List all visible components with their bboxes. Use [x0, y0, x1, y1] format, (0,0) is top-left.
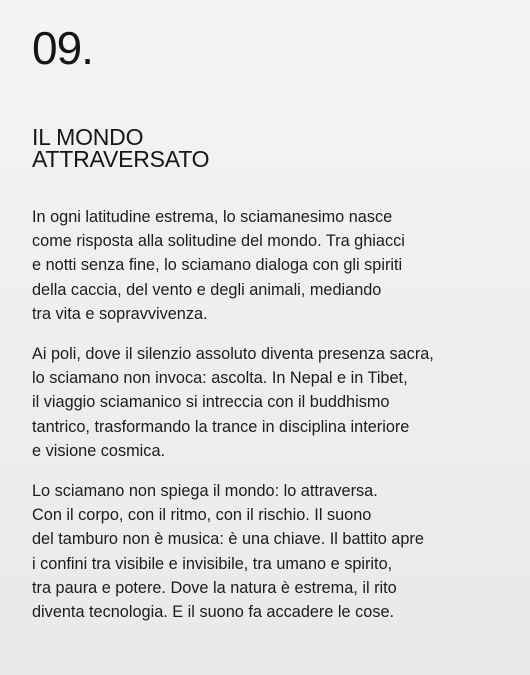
text-line: tantrico, trasformando la trance in disciplina interiore [32, 417, 410, 436]
text-line: diventa tecnologia. E il suono fa accadere le cose. [32, 603, 395, 622]
paragraph-2 [32, 342, 512, 463]
paragraph-3 [32, 479, 512, 624]
text-line: Ai poli, dove il silenzio assoluto diventa presenza sacra, [32, 345, 434, 364]
text-line: i confini tra visibile e invisibile, tra umano e spirito, [32, 554, 393, 573]
title-line: IL MONDO [32, 124, 144, 150]
text-line: tra paura e potere. Dove la natura è estrema, il rito [32, 578, 397, 597]
title-line: ATTRAVERSATO [32, 146, 210, 172]
body-text [32, 205, 512, 640]
text-line: come risposta alla solitudine del mondo. Tra ghiacci [32, 232, 405, 251]
text-line: tra vita e sopravvivenza. [32, 304, 208, 323]
text-line: il viaggio sciamanico si intreccia con il buddhismo [32, 393, 390, 412]
text-line: In ogni latitudine estrema, lo sciamanesimo nasce [32, 208, 393, 226]
section-title [32, 126, 209, 170]
text-line: lo sciamano non invoca: ascolta. In Nepal e in Tibet, [32, 369, 408, 388]
text-line: del tamburo non è musica: è una chiave. Il battito apre [32, 530, 424, 549]
text-line: Con il corpo, con il ritmo, con il rischio. Il suono [32, 506, 372, 525]
paragraph-1 [32, 205, 512, 326]
section-number: 09. [32, 22, 93, 74]
text-line: e visione cosmica. [32, 441, 166, 460]
text-line: Lo sciamano non spiega il mondo: lo attraversa. [32, 482, 378, 501]
text-line: della caccia, del vento e degli animali, mediando [32, 280, 382, 299]
text-line: e notti senza fine, lo sciamano dialoga con gli spiriti [32, 256, 403, 275]
